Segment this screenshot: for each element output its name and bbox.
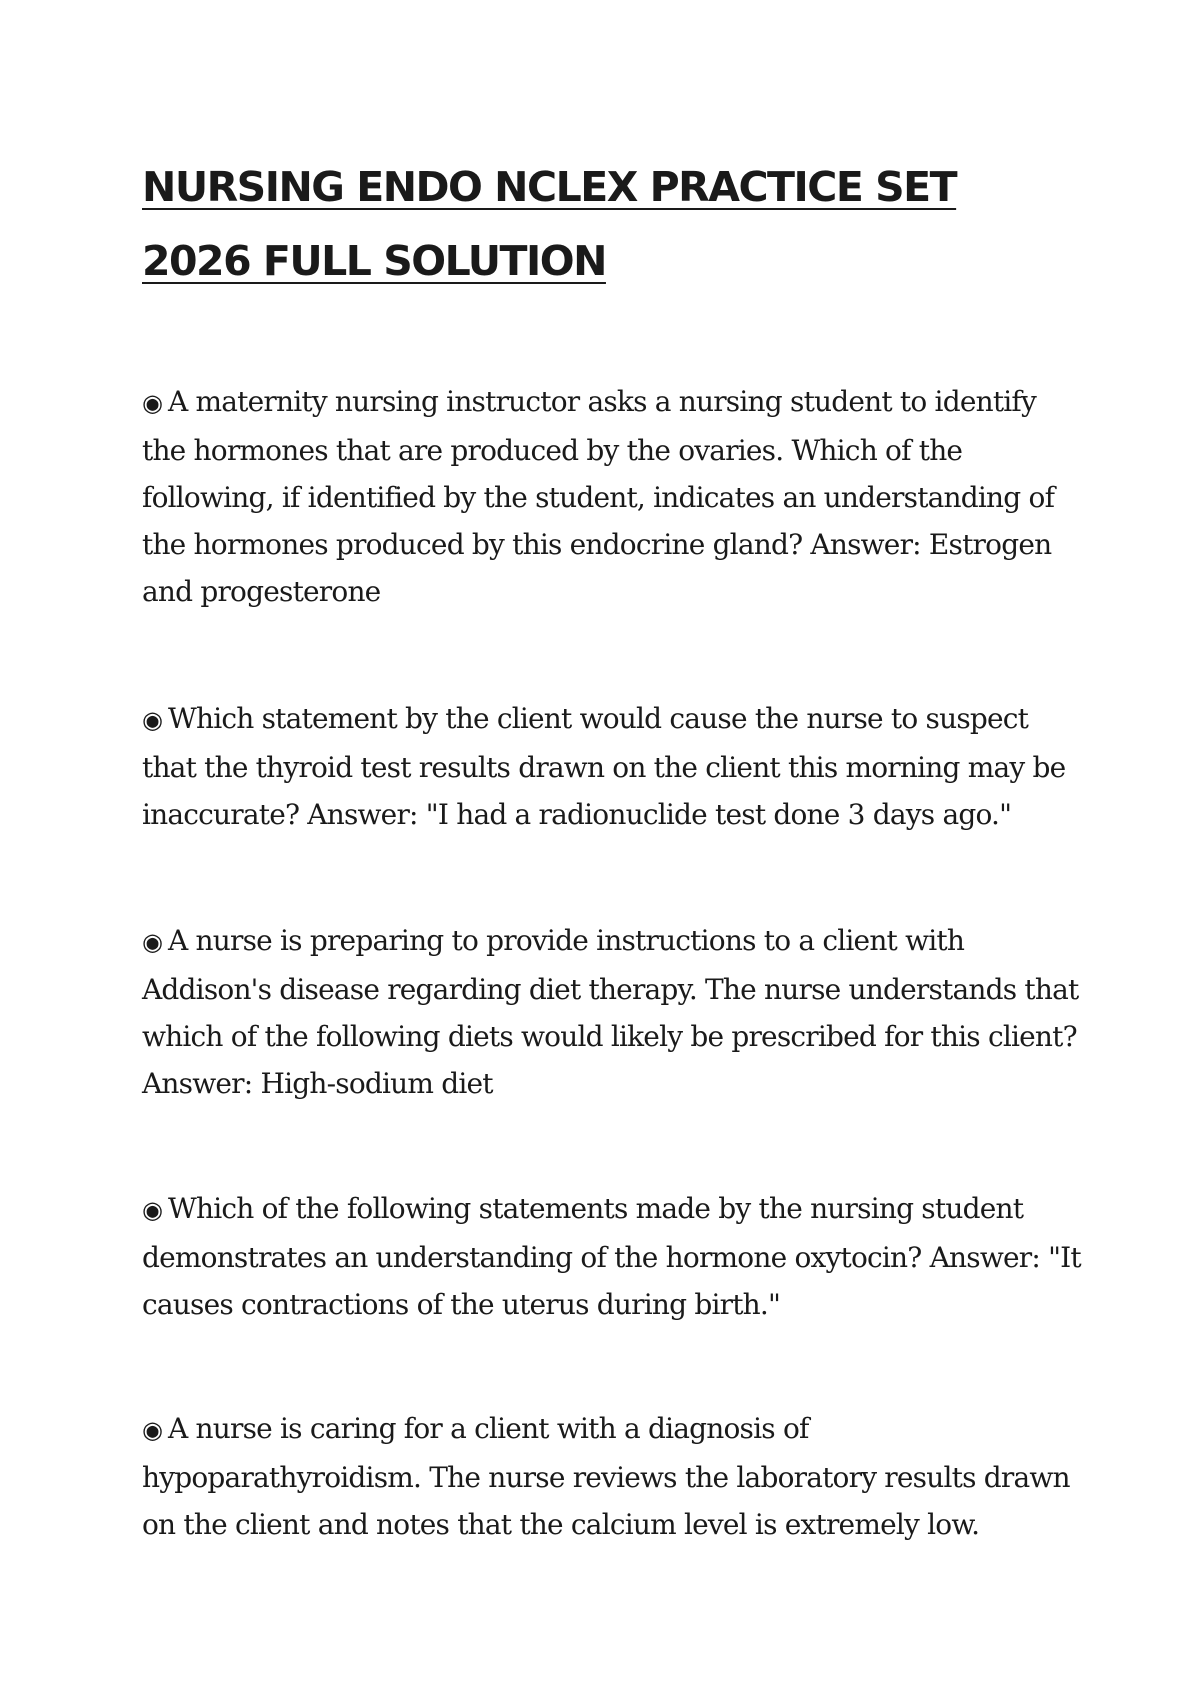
radio-bullet-icon: ◉: [142, 1416, 163, 1444]
question-item-4: [142, 1185, 1082, 1328]
document-title: NURSING ENDO NCLEX PRACTICE SET 2026 FULL SOLUTION: [142, 163, 957, 285]
question-item-5: [142, 1405, 1082, 1548]
radio-bullet-icon: ◉: [142, 389, 163, 417]
question-item-3: [142, 917, 1082, 1107]
radio-bullet-icon: ◉: [142, 706, 163, 734]
question-item-1: [142, 378, 1082, 615]
radio-bullet-icon: ◉: [142, 1196, 163, 1224]
question-text: A maternity nursing instructor asks a nursing student to identify the hormones that are produced by the ovaries. Which of the following, if identified by the student, indicates an understanding of the hormones produced by this endocrine gland? Answer: Estrogen and progesterone: [142, 385, 1055, 608]
question-text: A nurse is caring for a client with a diagnosis of hypoparathyroidism. The nurse reviews the laboratory results drawn on the client and notes that the calcium level is extremely low.: [142, 1412, 1070, 1541]
question-text: A nurse is preparing to provide instructions to a client with Addison's disease regarding diet therapy. The nurse understands that which of the following diets would likely be prescribed for this client? Answer: High-sodium diet: [142, 924, 1079, 1100]
question-item-2: [142, 695, 1082, 838]
question-text: Which statement by the client would cause the nurse to suspect that the thyroid test results drawn on the client this morning may be inaccurate? Answer: "I had a radionuclide test done 3 days ago.": [142, 702, 1066, 831]
radio-bullet-icon: ◉: [142, 928, 163, 956]
question-text: Which of the following statements made by the nursing student demonstrates an understanding of the hormone oxytocin? Answer: "It causes contractions of the uterus during birth.": [142, 1192, 1081, 1321]
